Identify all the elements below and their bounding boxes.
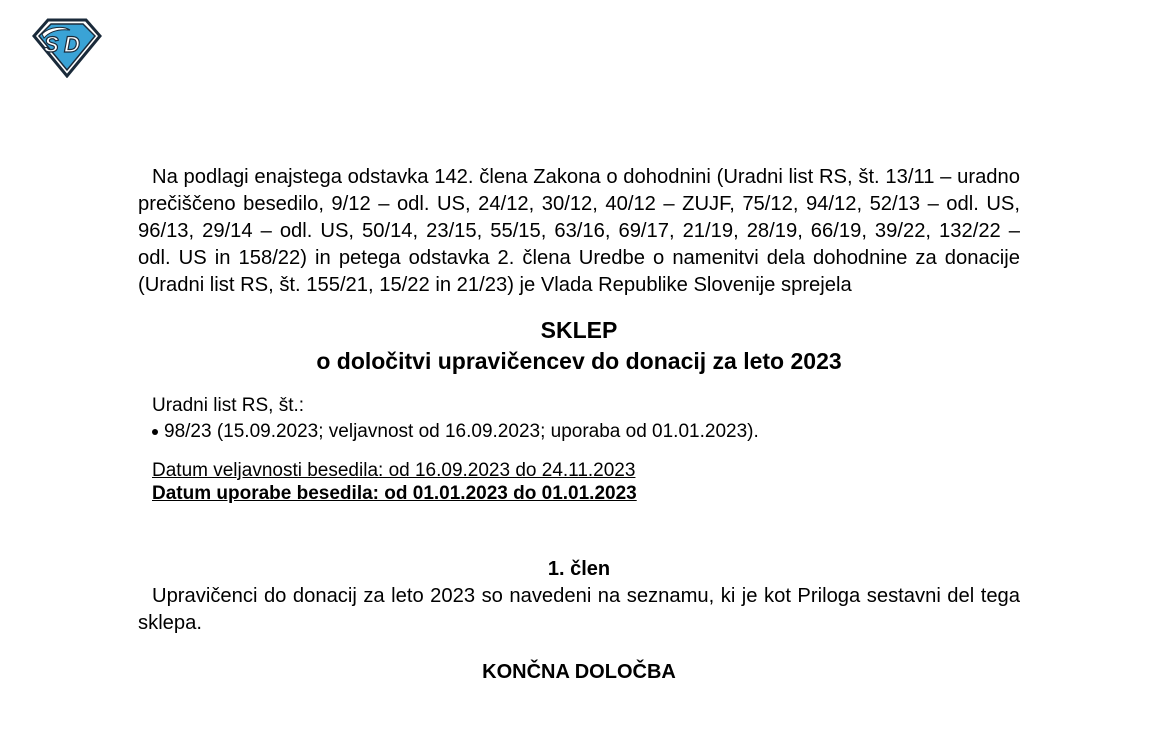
final-section-title: KONČNA DOLOČBA xyxy=(482,661,676,683)
logo xyxy=(30,14,104,78)
article-1-title: 1. člen xyxy=(547,558,611,580)
title-line-1: SKLEP xyxy=(540,317,618,343)
bullet-icon xyxy=(152,429,158,435)
intro-paragraph: Na podlagi enajstega odstavka 142. člena Zakona o dohodnini (Uradni list RS, št. 13/11 – uradno prečiščeno besedilo, 9/12 – odl. US, 24/12, 30/12, 40/12 – ZUJF, 75/12, 94/12, 52/13 – odl. US, 96/13, 29/14 – odl. US, 50/14, 23/15, 55/15, 63/16, 69/17, 21/19, 28/19, 66/19, 39/22, 132/22 – odl. US in 158/22) in petega odstavka 2. člena Uredbe o namenitvi dela dohodnine za donacije (Uradni list RS, št. 155/21, 15/22 in 21/23) je Vlada Republike Slovenije sprejela xyxy=(138,166,1020,296)
validity-dates xyxy=(152,459,1020,505)
use-date-text: Datum uporabe besedila: od 01.01.2023 do 01.01.2023 xyxy=(152,483,637,504)
gazette-references xyxy=(152,393,1020,445)
svg-text:S: S xyxy=(44,32,59,57)
gazette-item xyxy=(152,419,1020,445)
article-1-text: Upravičenci do donacij za leto 2023 so navedeni na seznamu, ki je kot Priloga sestavni del tega sklepa. xyxy=(138,585,1020,634)
gazette-item-text: 98/23 (15.09.2023; veljavnost od 16.09.2023; uporaba od 01.01.2023). xyxy=(164,421,759,442)
svg-text:D: D xyxy=(64,32,80,57)
gazette-label: Uradni list RS, št.: xyxy=(152,395,305,416)
shield-logo-icon xyxy=(30,14,104,78)
document-title xyxy=(138,315,1020,377)
document-body xyxy=(138,164,1020,686)
title-line-2: o določitvi upravičencev do donacij za leto 2023 xyxy=(316,348,842,374)
validity-date-text: Datum veljavnosti besedila: od 16.09.2023 do 24.11.2023 xyxy=(152,460,636,481)
